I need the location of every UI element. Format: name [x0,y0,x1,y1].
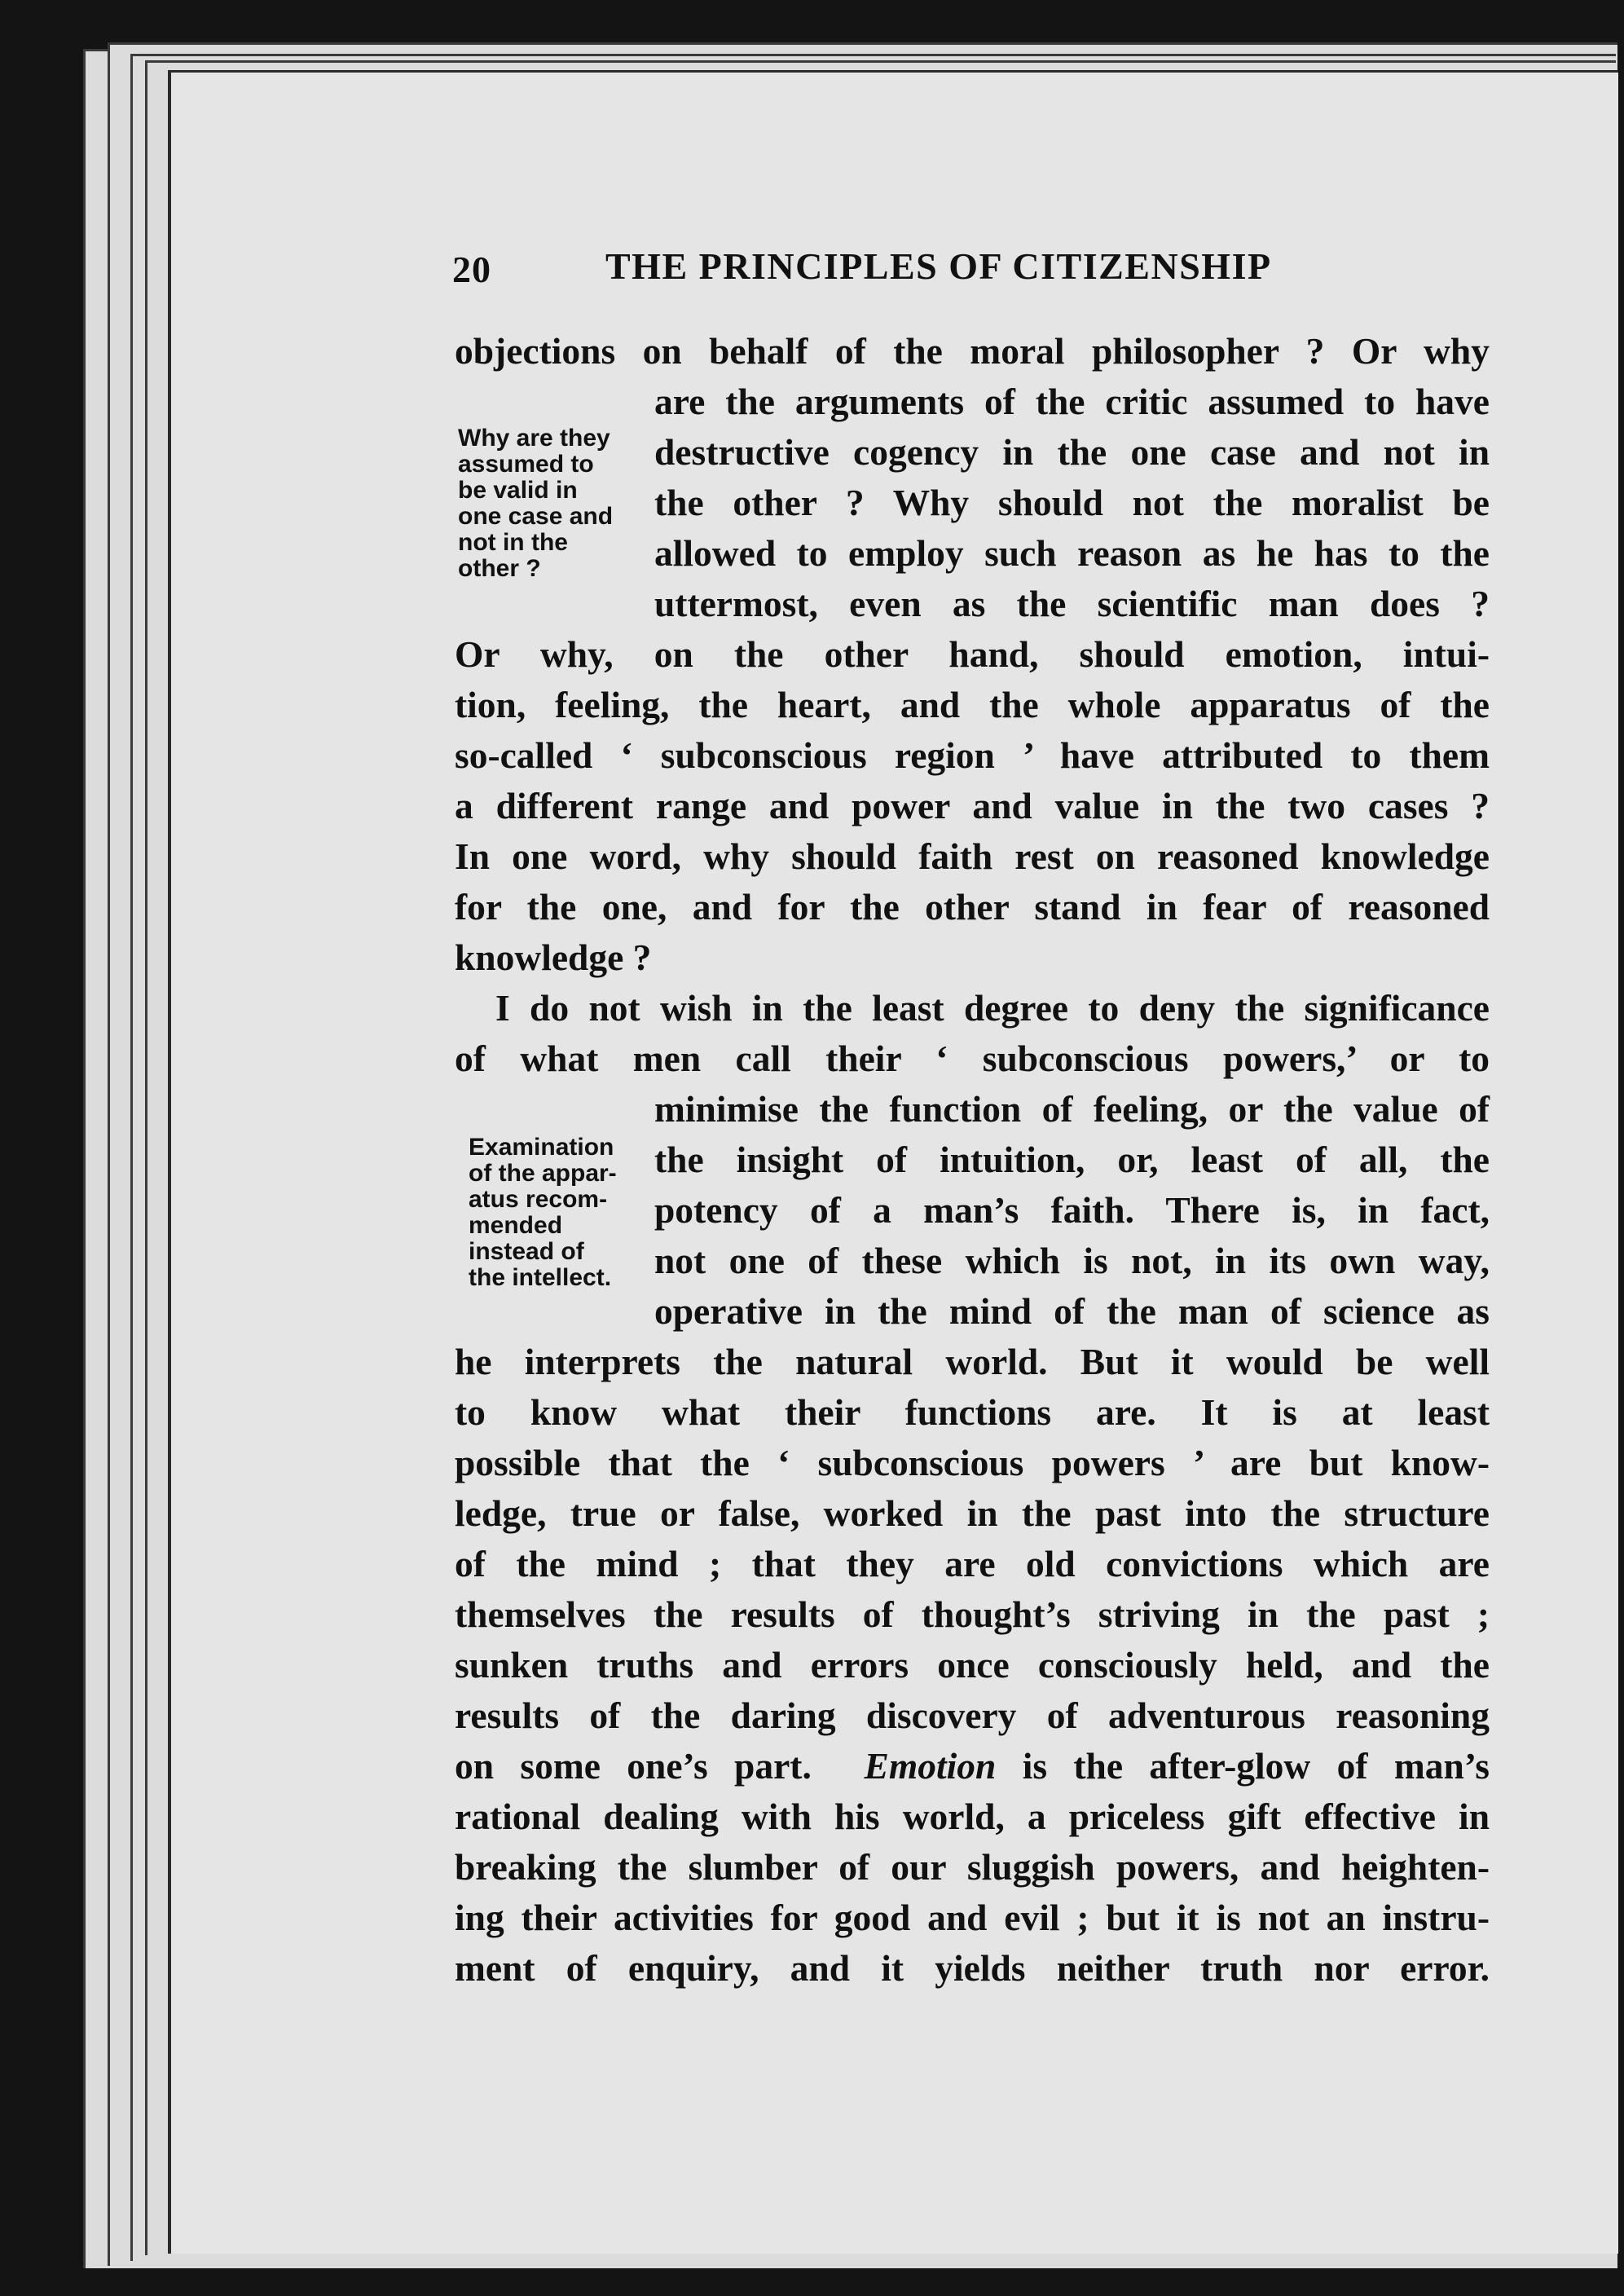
text-line: results of the daring discovery of adventurous reasoning [455,1694,1490,1736]
text-line: the insight of intuition, or, least of all, the [654,1139,1490,1180]
text-line: so-called ‘ subconscious region ’ have attributed to them [455,734,1490,776]
page-header [452,236,1512,302]
margin-note-line: not in the [458,529,568,556]
text-line: possible that the ‘ subconscious powers ’ are but know- [455,1442,1490,1483]
margin-note-line: Examination [469,1134,614,1161]
text-line: he interprets the natural world. But it would be well [455,1341,1490,1382]
margin-note-line: other ? [458,555,541,582]
text-line: Or why, on the other hand, should emotion, intui- [455,633,1490,675]
text-line: I do not wish in the least degree to deny the significance [495,987,1490,1029]
text-line: allowed to employ such reason as he has to the [654,532,1490,574]
text-line: the other ? Why should not the moralist be [654,482,1490,523]
text-line: ing their activities for good and evil ; but it is not an instru- [455,1897,1490,1938]
text-line: for the one, and for the other stand in fear of reasoned [455,886,1490,928]
text-line: tion, feeling, the heart, and the whole apparatus of the [455,684,1490,725]
margin-note-line: assumed to [458,451,594,478]
margin-note-line: one case and [458,503,614,530]
text-line: potency of a man’s faith. There is, in fact, [654,1189,1490,1231]
page-number: 20 [452,249,491,290]
text-line: breaking the slumber of our sluggish powers, and heighten- [455,1846,1490,1888]
text-line: In one word, why should faith rest on reasoned knowledge [455,835,1490,877]
emphasis-word: Emotion [864,1745,997,1787]
text-line: destructive cogency in the one case and not in [654,431,1490,473]
text-line: knowledge ? [455,936,652,978]
text-fragment: on some one’s part. [455,1745,812,1787]
margin-note-line: Why are they [458,425,610,452]
text-fragment: is the after-glow of man’s [1022,1745,1490,1787]
text-line: a different range and power and value in the two cases ? [455,785,1490,826]
text-line: operative in the mind of the man of science as [654,1290,1490,1332]
margin-note-line: mended [469,1212,563,1239]
text-line: minimise the function of feeling, or the value of [654,1088,1490,1130]
body-text [455,326,1490,1994]
text-line: sunken truths and errors once consciously held, and the [455,1644,1490,1686]
margin-note-line: be valid in [458,477,578,504]
margin-note-line: the intellect. [469,1264,612,1291]
text-line: of what men call their ‘ subconscious powers,’ or to [455,1038,1490,1079]
margin-note-line: atus recom- [469,1186,608,1213]
text-line: ment of enquiry, and it yields neither truth nor error. [455,1947,1490,1989]
margin-note-line: of the appar- [469,1160,617,1187]
text-line: ledge, true or false, worked in the past into the structure [455,1492,1490,1534]
text-line: are the arguments of the critic assumed to have [654,381,1490,422]
text-line: uttermost, even as the scientific man does ? [654,583,1490,624]
margin-note-line: instead of [469,1238,584,1265]
text-line: to know what their functions are. It is at least [455,1391,1490,1433]
text-line: not one of these which is not, in its own way, [654,1240,1490,1281]
text-line: of the mind ; that they are old convictions which are [455,1543,1490,1584]
text-line [455,1741,1490,1791]
running-title: THE PRINCIPLES OF CITIZENSHIP [605,245,1272,287]
text-line: themselves the results of thought’s striving in the past ; [455,1593,1490,1635]
text-line: rational dealing with his world, a priceless gift effective in [455,1796,1490,1837]
text-line: objections on behalf of the moral philosopher ? Or why [455,330,1490,372]
